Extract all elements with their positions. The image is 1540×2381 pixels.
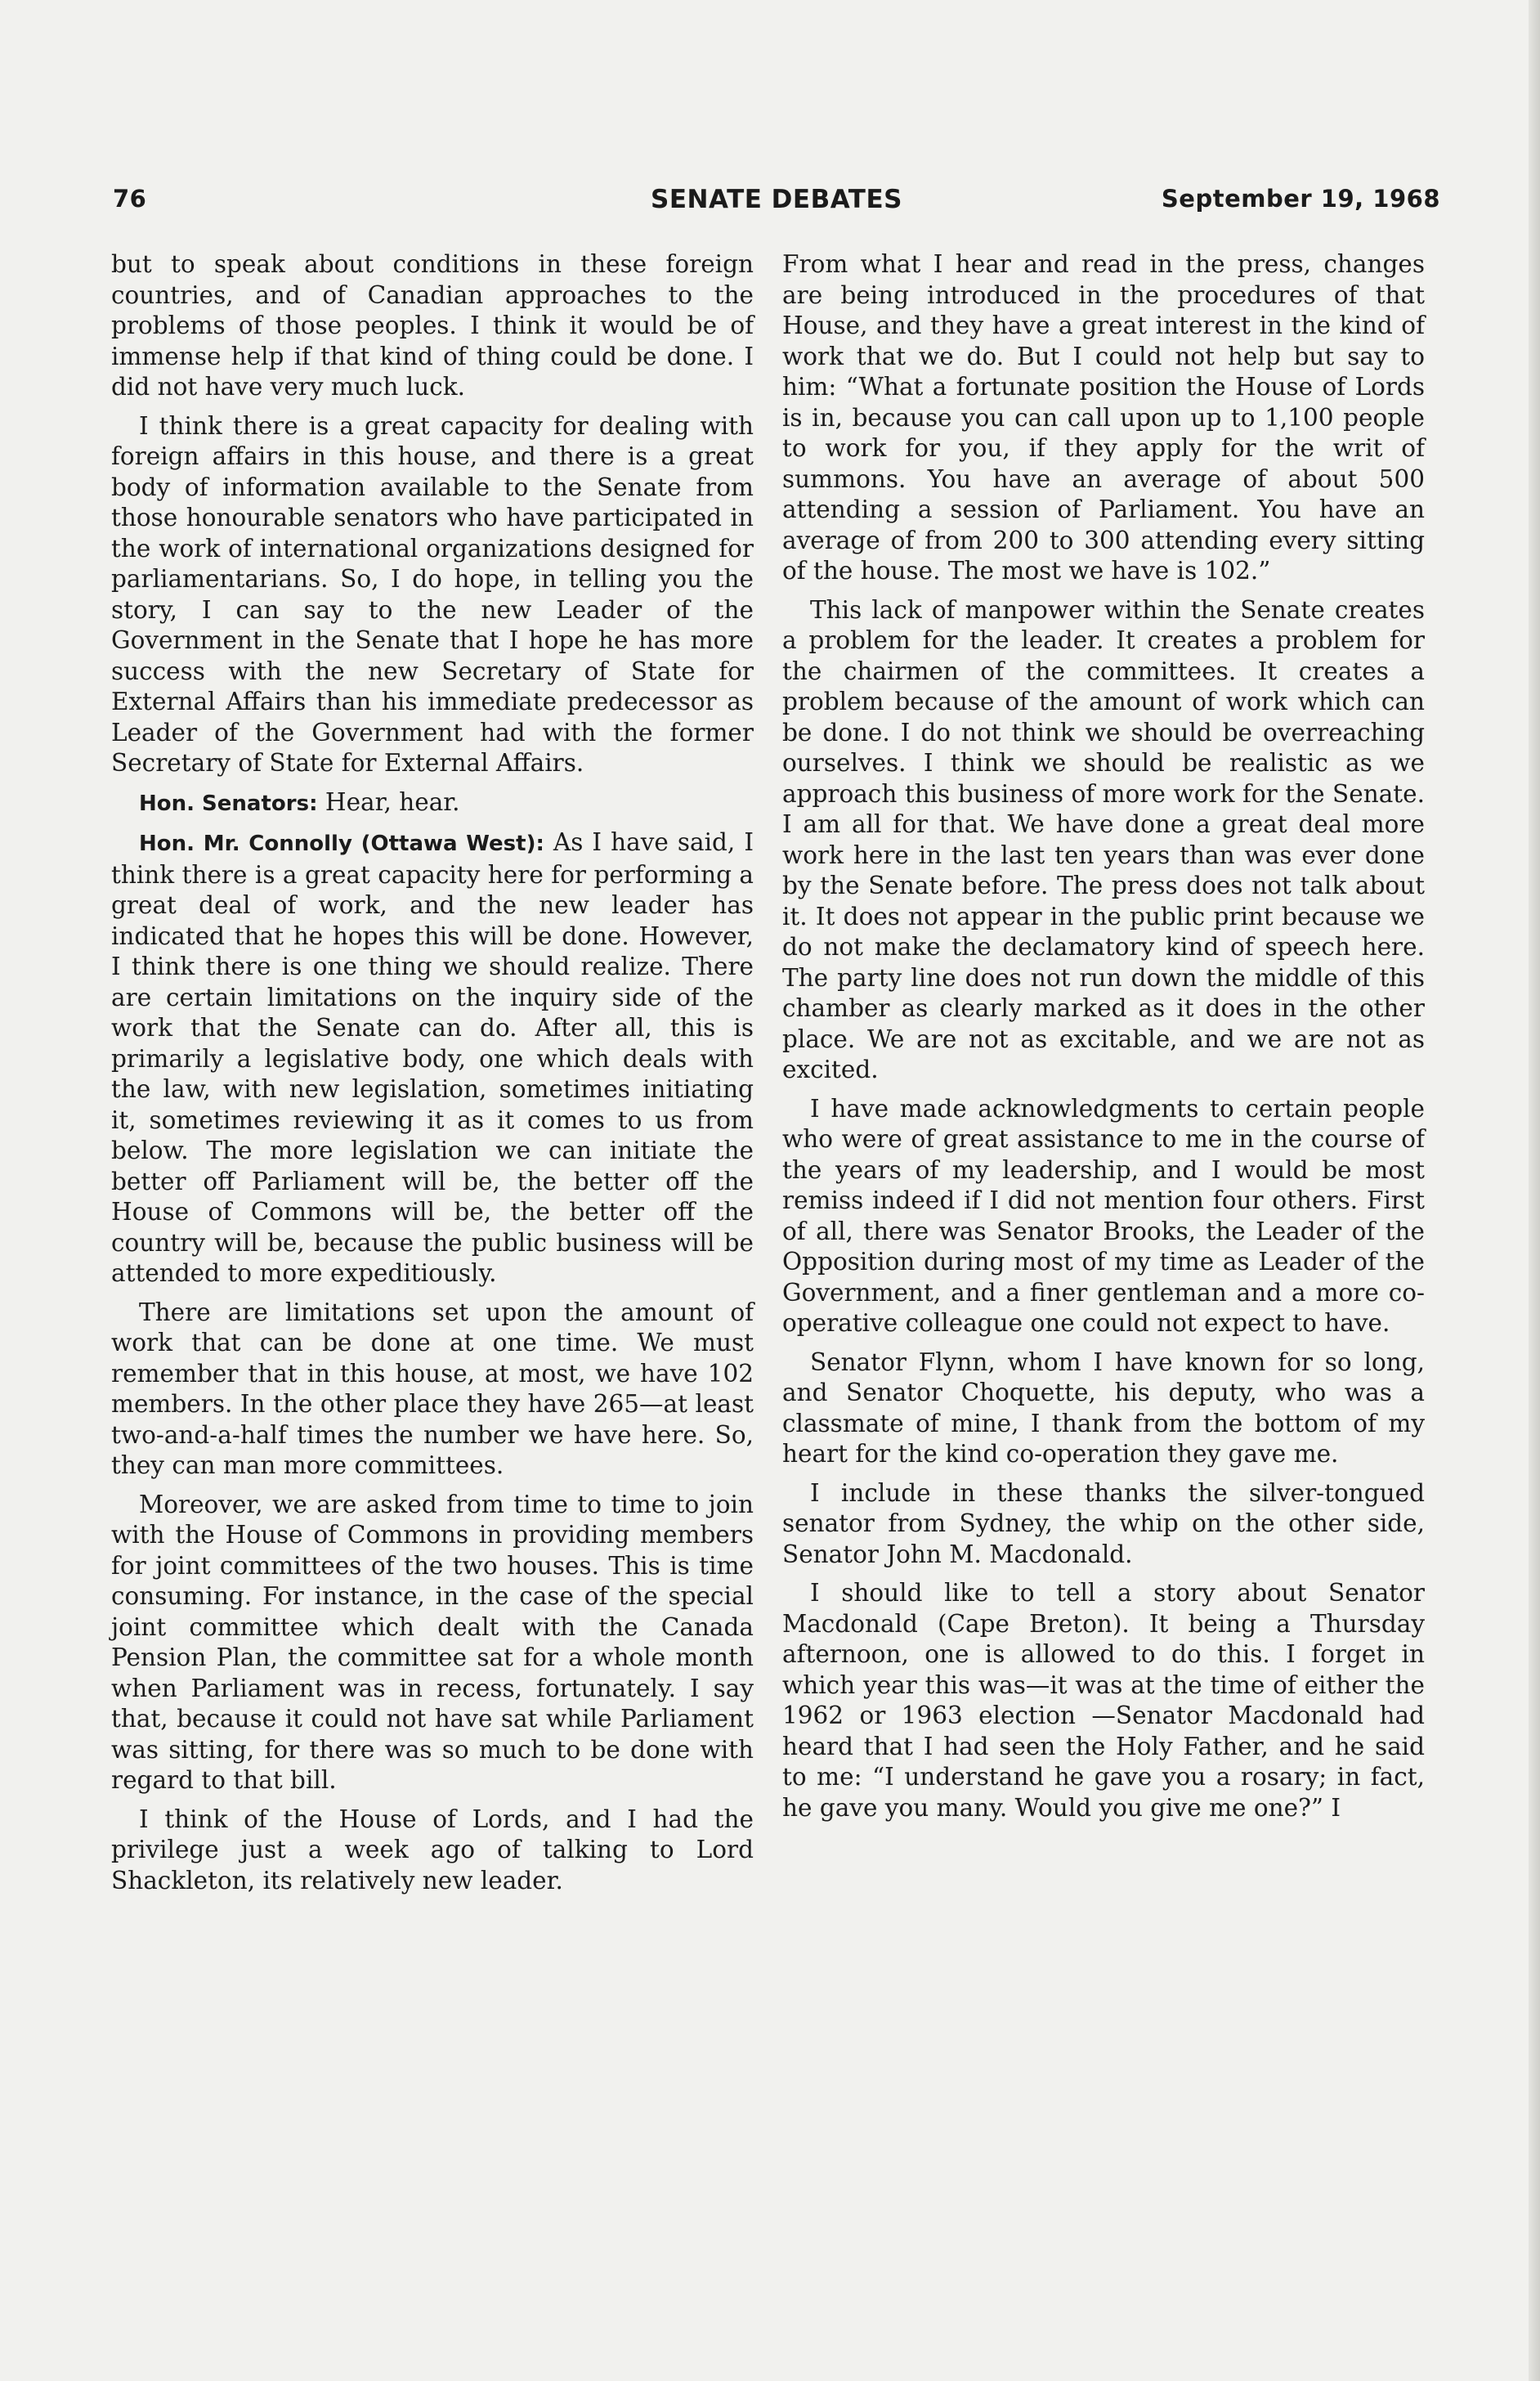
speech-text: Hear, hear. <box>325 787 460 816</box>
left-column <box>111 249 754 1904</box>
right-column <box>782 249 1425 1832</box>
paragraph: Senator Flynn, whom I have known for so long, and Senator Choquette, his deputy, who was a classmate of mine, I thank from the bottom of my heart for the kind co-operation they gave me. <box>782 1347 1425 1468</box>
paragraph: but to speak about conditions in these foreign countries, and of Canadian approaches to the problems of those peoples. I think it would be of immense help if that kind of thing could be done. I did not have very much luck. <box>111 250 754 401</box>
speaker-name: Hon. Mr. Connolly (Ottawa West): <box>139 832 544 856</box>
paragraph: I include in these thanks the silver-tongued senator from Sydney, the whip on the other side, Senator John M. Macdonald. <box>782 1478 1425 1568</box>
speech-paragraph <box>111 827 754 1289</box>
page-number: 76 <box>113 185 147 213</box>
paragraph: I should like to tell a story about Senator Macdonald (Cape Breton). It being a Thursday afternoon, one is allowed to do this. I forget in which year this was—it was at the time of either the 1962 or 1963 election —Senator Macdonald had heard that I had seen the Holy Father, and he said to me: “I understand he gave you a rosary; in fact, he gave you many. Would you give me one?” I <box>782 1579 1425 1822</box>
page-edge-shadow <box>1529 0 1540 2381</box>
publication-title: SENATE DEBATES <box>651 185 902 214</box>
speaker-name: Hon. Senators: <box>139 791 318 816</box>
paragraph: I think of the House of Lords, and I had the privilege just a week ago of talking to Lord Shackleton, its relatively new leader. <box>111 1805 754 1894</box>
paragraph: This lack of manpower within the Senate creates a problem for the leader. It creates a problem for the chairmen of the committees. It creates a problem because of the amount of work which can be done. I do not think we should be overreaching ourselves. I think we should be realistic as we approach this business of more work for the Senate. I am all for that. We have done a great deal more work here in the last ten years than was ever done by the Senate before. The press does not talk about it. It does not appear in the public print because we do not make the declamatory kind of speech here. The party line does not run down the middle of this chamber as clearly marked as it does in the other place. We are not as excitable, and we are not as excited. <box>782 595 1425 1083</box>
issue-date: September 19, 1968 <box>1161 185 1440 213</box>
paragraph: There are limitations set upon the amount of work that can be done at one time. We must remember that in this house, at most, we have 102 members. In the other place they have 265—at least two-and-a-half times the number we have here. So, they can man more committees. <box>111 1298 754 1479</box>
paragraph: Moreover, we are asked from time to time to join with the House of Commons in providing members for joint committees of the two houses. This is time consuming. For instance, in the case of the special joint committee which dealt with the Canada Pension Plan, the committee sat for a whole month when Parliament was in recess, fortunately. I say that, because it could not have sat while Parliament was sitting, for there was so much to be done with regard to that bill. <box>111 1490 754 1794</box>
speech-text: As I have said, I think there is a great capacity here for performing a great deal of work, and the new leader has indicated that he hopes this will be done. However, I think there is one thing we should realize. There are certain limitations on the inquiry side of the work that the Senate can do. After all, this is primarily a legislative body, one which deals with the law, with new legislation, sometimes initiating it, sometimes reviewing it as it comes to us from below. The more legislation we can initiate the better off Parliament will be, the better off the House of Commons will be, the better off the country will be, because the public business will be attended to more expeditiously. <box>111 828 754 1287</box>
paragraph: I think there is a great capacity for dealing with foreign affairs in this house, and there is a great body of information available to the Senate from those honourable senators who have participated in the work of international organizations designed for parliamentarians. So, I do hope, in telling you the story, I can say to the new Leader of the Government in the Senate that I hope he has more success with the new Secretary of State for External Affairs than his immediate predecessor as Leader of the Government had with the former Secretary of State for External Affairs. <box>111 411 754 777</box>
speech-paragraph <box>111 787 754 820</box>
paragraph: I have made acknowledgments to certain people who were of great assistance to me in the course of the years of my leadership, and I would be most remiss indeed if I did not mention four others. First of all, there was Senator Brooks, the Leader of the Opposition during most of my time as Leader of the Government, and a finer gentleman and a more co-operative colleague one could not expect to have. <box>782 1094 1425 1337</box>
running-head <box>113 185 1440 224</box>
paragraph: From what I hear and read in the press, changes are being introduced in the procedures of that House, and they have a great interest in the kind of work that we do. But I could not help but say to him: “What a fortunate position the House of Lords is in, because you can call upon up to 1,100 people to work for you, if they apply for the writ of summons. You have an average of about 500 attending a session of Parliament. You have an average of from 200 to 300 attending every sitting of the house. The most we have is 102.” <box>782 250 1425 585</box>
